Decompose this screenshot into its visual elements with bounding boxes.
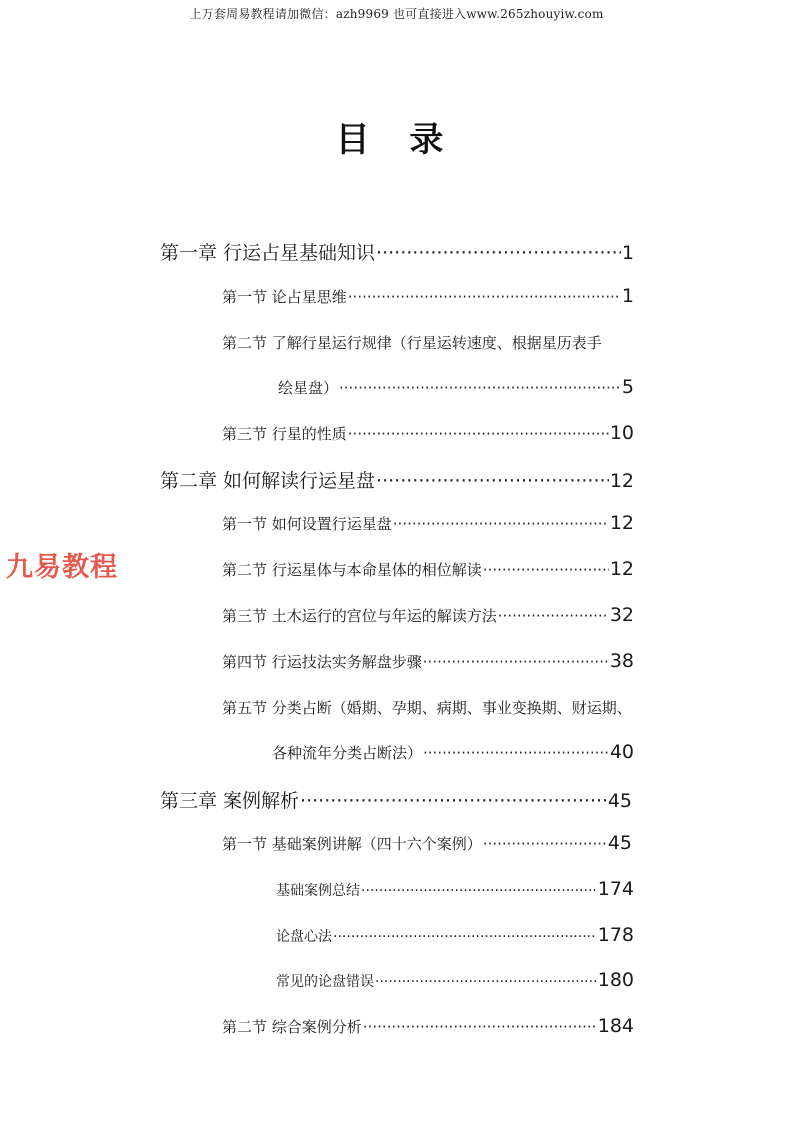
toc-entry-page: 12 <box>609 470 634 492</box>
toc-entry-page: 12 <box>609 558 634 580</box>
toc-entry-chapter-3[interactable] <box>160 786 632 813</box>
toc-entry-title: 各种流年分类占断法） <box>272 744 423 762</box>
toc-entry-ch2-section-5-line2[interactable] <box>272 741 634 763</box>
toc-entry-page: 184 <box>597 1015 634 1037</box>
toc-leader-dots <box>423 744 609 762</box>
toc-leader-dots <box>423 653 609 671</box>
toc-entry-title: 第一章 行运占星基础知识 <box>160 242 376 264</box>
toc-entry-title: 第三节 土木运行的宫位与年运的解读方法 <box>222 607 497 625</box>
header-note: 上万套周易教程请加微信：azh9969 也可直接进入www.265zhouyiw.com <box>189 7 604 21</box>
toc-entry-title: 第二章 如何解读行运星盘 <box>160 470 376 492</box>
toc-entry-page: 178 <box>597 924 634 946</box>
toc-leader-dots <box>339 379 621 397</box>
toc-entry-page: 5 <box>621 376 634 398</box>
toc-leader-dots <box>483 561 609 579</box>
toc-entry-ch3-subsection-a[interactable] <box>276 878 634 900</box>
toc-leader-dots <box>376 242 621 264</box>
toc-entry-title: 绘星盘） <box>278 379 339 397</box>
toc-entry-ch2-section-3[interactable] <box>222 604 634 626</box>
toc-entry-page: 12 <box>609 512 634 534</box>
toc-entry-page: 174 <box>597 878 634 900</box>
toc-entry-chapter-2[interactable] <box>160 466 634 493</box>
toc-entry-title: 基础案例总结 <box>276 883 360 899</box>
toc-entry-ch3-section-1[interactable] <box>222 832 632 854</box>
page-title: 目 录 <box>335 120 458 160</box>
toc-entry-page: 40 <box>609 741 634 763</box>
toc-leader-dots <box>393 515 609 533</box>
toc-entry-page: 45 <box>607 832 632 854</box>
toc-entry-title: 论盘心法 <box>276 929 332 945</box>
toc-leader-dots <box>376 470 609 492</box>
toc-entry-ch3-subsection-b[interactable] <box>276 924 634 946</box>
toc-entry-ch1-section-3[interactable] <box>222 422 634 444</box>
toc-leader-dots <box>300 790 607 812</box>
toc-entry-title: 第二节 行运星体与本命星体的相位解读 <box>222 561 482 579</box>
toc-entry-ch2-section-2[interactable] <box>222 558 634 580</box>
toc-entry-ch1-section-2-line2[interactable] <box>278 376 634 398</box>
toc-entry-page: 180 <box>597 969 634 991</box>
toc-entry-title: 第二节 综合案例分析 <box>222 1018 362 1036</box>
toc-entry-ch2-section-4[interactable] <box>222 650 634 672</box>
toc-entry-page: 32 <box>609 604 634 626</box>
toc-entry-ch2-section-5-line1[interactable]: 第五节 分类占断（婚期、孕期、病期、事业变换期、财运期、 <box>222 699 632 717</box>
toc-entry-page: 1 <box>621 285 634 307</box>
toc-entry-ch1-section-2-line1[interactable]: 第二节 了解行星运行规律（行星运转速度、根据星历表手 <box>222 334 602 352</box>
watermark: 九易教程 <box>6 552 118 583</box>
toc-entry-page: 1 <box>621 242 634 264</box>
toc-entry-title: 第一节 如何设置行运星盘 <box>222 515 392 533</box>
toc-entry-title: 第一节 基础案例讲解（四十六个案例） <box>222 835 482 853</box>
toc-leader-dots <box>498 607 609 625</box>
toc-leader-dots <box>361 883 597 899</box>
toc-leader-dots <box>363 1018 597 1036</box>
toc-leader-dots <box>348 288 621 306</box>
toc-entry-page: 45 <box>607 790 632 812</box>
toc-leader-dots <box>375 974 597 990</box>
toc-entry-page: 38 <box>609 650 634 672</box>
toc-entry-chapter-1[interactable] <box>160 238 634 265</box>
toc-entry-ch1-section-1[interactable] <box>222 285 634 307</box>
toc-entry-title: 第一节 论占星思维 <box>222 288 347 306</box>
toc-leader-dots <box>333 929 597 945</box>
toc-entry-ch3-section-2[interactable] <box>222 1015 634 1037</box>
toc-entry-ch2-section-1[interactable] <box>222 512 634 534</box>
toc-entry-title: 第三章 案例解析 <box>160 790 300 812</box>
toc-entry-title: 第四节 行运技法实务解盘步骤 <box>222 653 422 671</box>
toc-entry-title: 常见的论盘错误 <box>276 974 374 990</box>
toc-leader-dots <box>348 425 609 443</box>
toc-leader-dots <box>483 835 607 853</box>
toc-entry-title: 第三节 行星的性质 <box>222 425 347 443</box>
toc-entry-page: 10 <box>609 422 634 444</box>
toc-entry-ch3-subsection-c[interactable] <box>276 969 634 991</box>
